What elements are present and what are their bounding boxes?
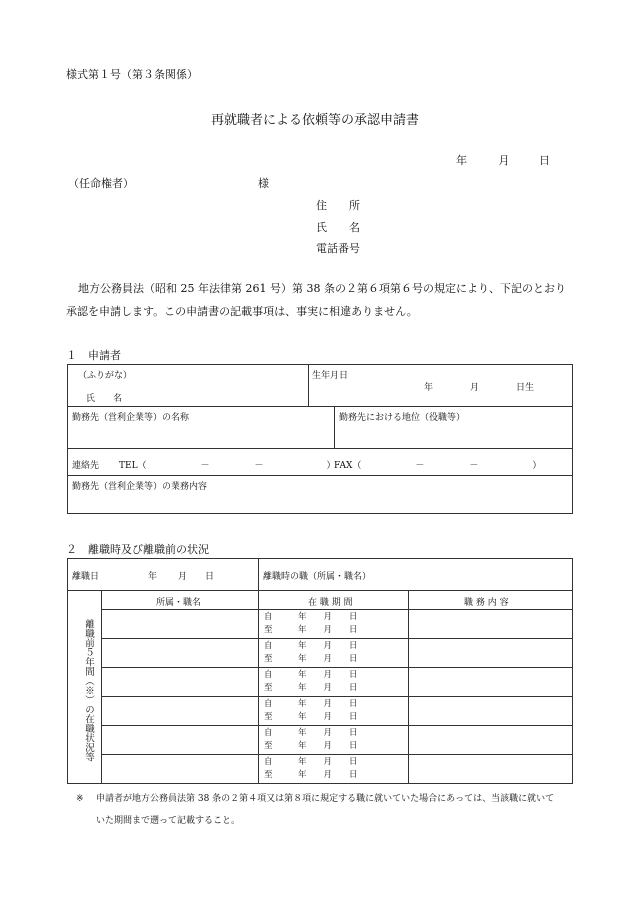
addressee-suffix: 様 [258, 177, 269, 190]
divider [68, 590, 572, 591]
body-text: 地方公務員法（昭和 25 年法律第 261 号）第 38 条の２第６項第６号の規定により、下記のとおり承認を申請します。この申請書の記載事項は、事実に相違ありません。 [66, 282, 566, 318]
tel-field: TEL（ － － ） [119, 461, 336, 471]
period-cell: 自 年 月 日 至 年 月 日 [264, 699, 358, 722]
month-label: 月 [498, 154, 510, 167]
history-vertical-label: 離職前５年間（※）の在職状況等 [83, 619, 94, 762]
note-line-1: 申請者が地方公務員法第 38 条の２第４項又は第８項に規定する職に就いていた場合にあっては、当該職に就いて [96, 794, 555, 804]
period-cell: 自 年 月 日 至 年 月 日 [264, 728, 358, 751]
divider [334, 407, 335, 449]
section2-heading: ２ 離職時及び離職前の状況 [66, 543, 209, 556]
note-mark: ※ [76, 794, 84, 804]
retire-month-label: 月 [178, 572, 188, 582]
furigana-label: （ふりがな） [78, 371, 133, 381]
addressee-label: （任命権者） [68, 177, 134, 190]
page-title: 再就職者による依頼等の承認申請書 [210, 113, 419, 128]
retire-date-label: 離職日 [72, 572, 100, 582]
contact-label: 連絡先 [72, 461, 100, 471]
period-cell: 自 年 月 日 至 年 月 日 [264, 612, 358, 635]
divider [101, 609, 572, 610]
name-label: 氏 名 [86, 394, 123, 404]
period-cell: 自 年 月 日 至 年 月 日 [264, 757, 358, 780]
fax-field: FAX（ － － ） [334, 461, 542, 471]
retire-day-label: 日 [205, 572, 215, 582]
col-period-header: 在 職 期 間 [308, 598, 353, 608]
year-label: 年 [456, 154, 467, 167]
employer-position-label: 勤務先における地位（役職等） [339, 413, 466, 423]
employer-name-label: 勤務先（営利企業等）の名称 [72, 413, 190, 423]
retire-position-label: 離職時の職（所属・職名） [263, 572, 372, 582]
period-cell: 自 年 月 日 至 年 月 日 [264, 670, 358, 693]
applicant-address-label: 住 所 [316, 199, 360, 212]
form-number: 様式第１号（第３条関係） [66, 68, 198, 81]
table-row-divider [101, 638, 572, 639]
period-cell: 自 年 月 日 至 年 月 日 [264, 641, 358, 664]
divider [308, 365, 309, 407]
table-row-divider [101, 667, 572, 668]
col-duties-header: 職 務 内 容 [464, 598, 509, 608]
applicant-name-label: 氏 名 [316, 221, 360, 234]
applicant-phone-label: 電話番号 [316, 242, 360, 255]
birth-date-label: 生年月日 [312, 371, 349, 381]
employment-history-table [67, 558, 573, 784]
day-label: 日 [539, 154, 550, 167]
birth-month-label: 月 [470, 383, 480, 393]
section1-heading: １ 申請者 [66, 349, 121, 362]
business-content-label: 勤務先（営利企業等）の業務内容 [72, 482, 208, 492]
date-line [456, 152, 550, 168]
applicant-table [67, 364, 573, 514]
retire-year-label: 年 [148, 572, 158, 582]
col-affiliation-header: 所属・職名 [156, 598, 202, 608]
table-row-divider [101, 754, 572, 755]
birth-day-label: 日生 [516, 383, 535, 393]
birth-year-label: 年 [424, 383, 434, 393]
table-row-divider [101, 725, 572, 726]
divider [258, 559, 259, 590]
note-line-2: いた期間まで遡って記載すること。 [96, 816, 241, 826]
table-row-divider [101, 696, 572, 697]
